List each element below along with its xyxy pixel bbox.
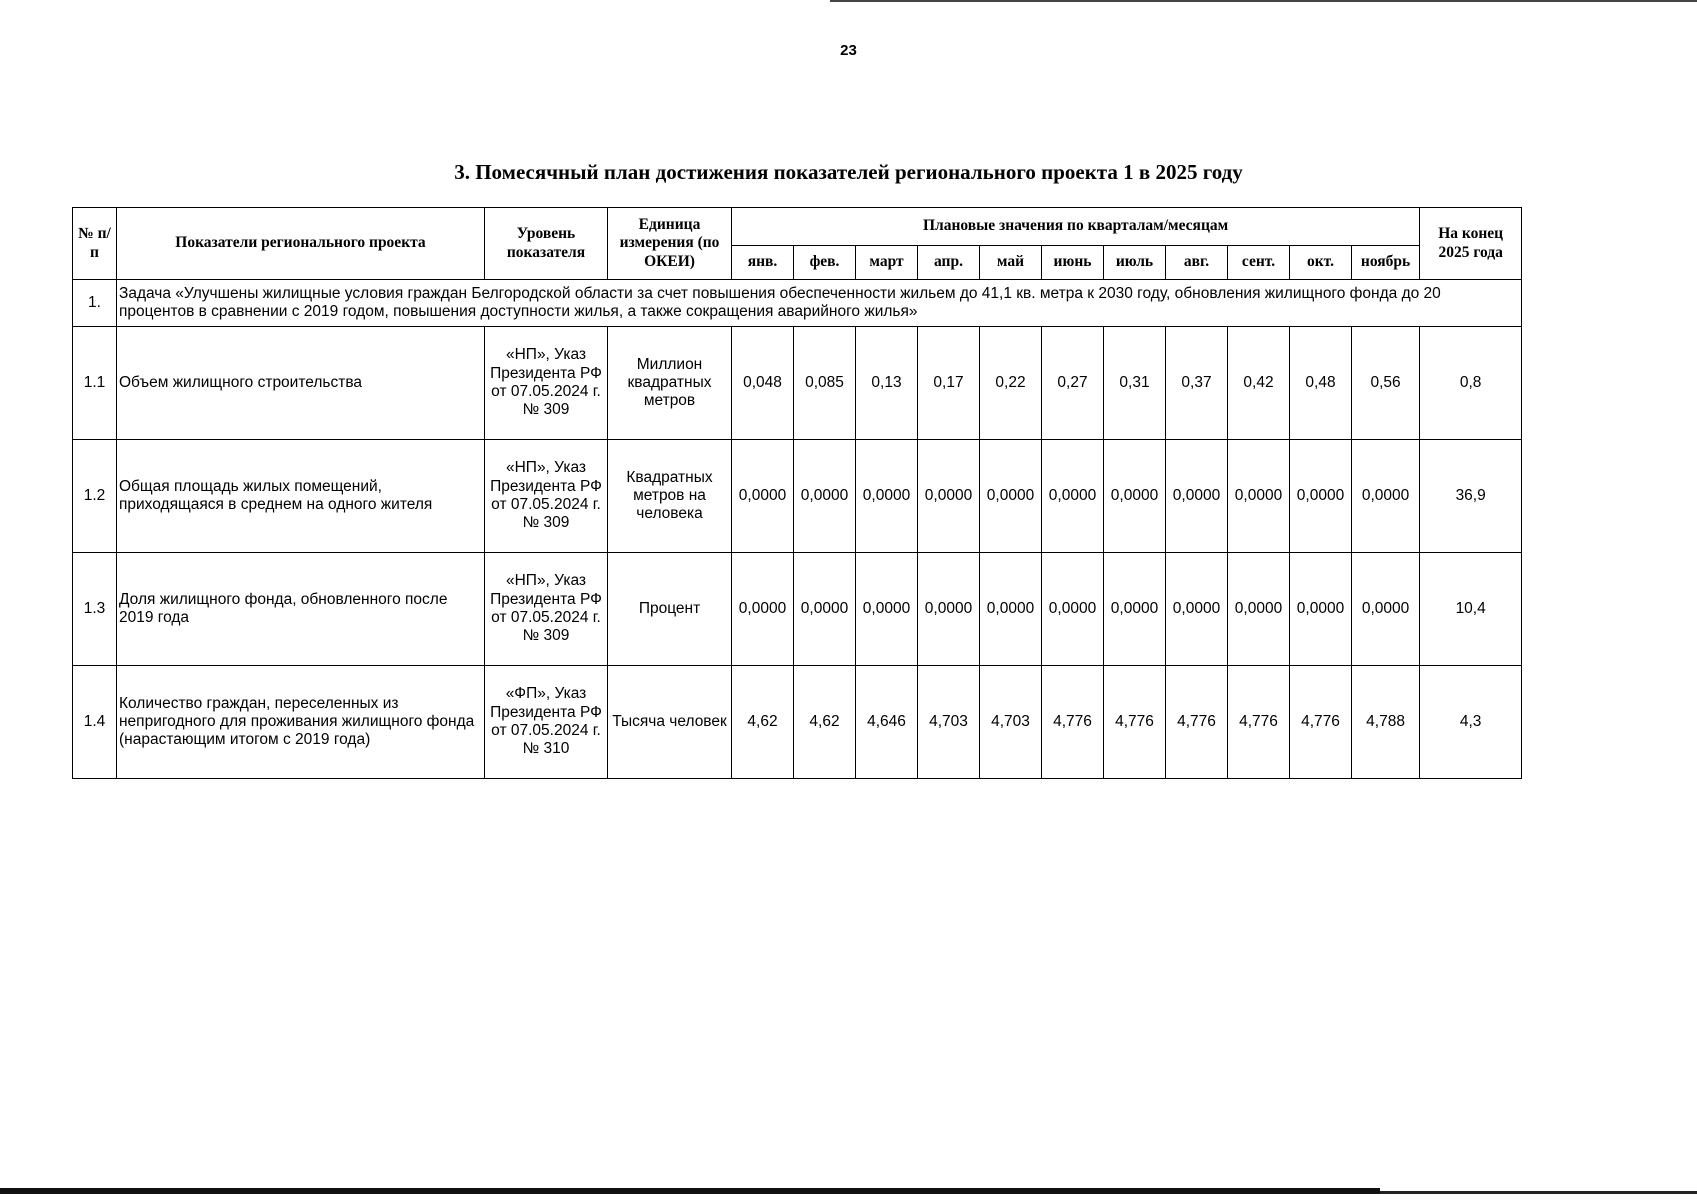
row-month-value: 0,0000	[1104, 553, 1166, 666]
row-month-value: 0,0000	[1166, 553, 1228, 666]
row-month-value: 0,0000	[918, 440, 980, 553]
row-end-value: 36,9	[1420, 440, 1522, 553]
row-month-value: 4,62	[794, 666, 856, 779]
header-month: июнь	[1042, 246, 1104, 280]
row-month-value: 0,42	[1228, 327, 1290, 440]
row-month-value: 0,0000	[980, 440, 1042, 553]
row-month-value: 0,0000	[1290, 440, 1352, 553]
row-indicator: Доля жилищного фонда, обновленного после 2019 года	[117, 553, 485, 666]
header-month: март	[856, 246, 918, 280]
row-month-value: 0,0000	[732, 440, 794, 553]
table-row	[73, 666, 1522, 779]
row-month-value: 4,703	[980, 666, 1042, 779]
top-scan-rule	[830, 0, 1697, 2]
row-num: 1.1	[73, 327, 117, 440]
row-month-value: 0,0000	[1104, 440, 1166, 553]
row-month-value: 0,48	[1290, 327, 1352, 440]
row-level: «НП», Указ Президента РФ от 07.05.2024 г. № 309	[485, 440, 608, 553]
header-end-of-year: На конец 2025 года	[1420, 208, 1522, 280]
bottom-scan-rule	[0, 1188, 1380, 1194]
row-unit: Квадратных метров на человека	[608, 440, 732, 553]
row-month-value: 0,27	[1042, 327, 1104, 440]
row-level: «НП», Указ Президента РФ от 07.05.2024 г. № 309	[485, 327, 608, 440]
row-num: 1.3	[73, 553, 117, 666]
row-unit: Миллион квадратных метров	[608, 327, 732, 440]
row-month-value: 0,0000	[732, 553, 794, 666]
row-end-value: 4,3	[1420, 666, 1522, 779]
row-month-value: 4,62	[732, 666, 794, 779]
row-month-value: 0,22	[980, 327, 1042, 440]
row-month-value: 0,56	[1352, 327, 1420, 440]
row-indicator: Общая площадь жилых помещений, приходящаяся в среднем на одного жителя	[117, 440, 485, 553]
row-month-value: 4,776	[1166, 666, 1228, 779]
row-month-value: 0,0000	[1228, 440, 1290, 553]
header-month: апр.	[918, 246, 980, 280]
row-month-value: 0,0000	[1042, 440, 1104, 553]
row-num: 1.2	[73, 440, 117, 553]
row-end-value: 0,8	[1420, 327, 1522, 440]
header-month: май	[980, 246, 1042, 280]
row-month-value: 0,37	[1166, 327, 1228, 440]
task-num: 1.	[73, 280, 117, 327]
bottom-scan-rule-thin	[1380, 1191, 1697, 1194]
row-month-value: 0,0000	[1290, 553, 1352, 666]
row-month-value: 4,776	[1290, 666, 1352, 779]
row-month-value: 4,776	[1228, 666, 1290, 779]
row-month-value: 0,13	[856, 327, 918, 440]
row-month-value: 4,703	[918, 666, 980, 779]
row-indicator: Объем жилищного строительства	[117, 327, 485, 440]
header-month: янв.	[732, 246, 794, 280]
header-level: Уровень показателя	[485, 208, 608, 280]
document-title: 3. Помесячный план достижения показателей регионального проекта 1 в 2025 году	[454, 160, 1243, 184]
row-indicator: Количество граждан, переселенных из непригодного для проживания жилищного фонда (нарастающим итогом с 2019 года)	[117, 666, 485, 779]
header-indicator: Показатели регионального проекта	[117, 208, 485, 280]
row-month-value: 0,0000	[1042, 553, 1104, 666]
row-month-value: 0,0000	[918, 553, 980, 666]
row-month-value: 0,17	[918, 327, 980, 440]
header-month: ноябрь	[1352, 246, 1420, 280]
row-month-value: 0,0000	[1166, 440, 1228, 553]
header-month: авг.	[1166, 246, 1228, 280]
row-month-value: 4,776	[1104, 666, 1166, 779]
row-month-value: 4,776	[1042, 666, 1104, 779]
table-row	[73, 553, 1522, 666]
table-row	[73, 440, 1522, 553]
task-text: Задача «Улучшены жилищные условия граждан Белгородской области за счет повышения обеспеченности жильем до 41,1 кв. метра к 2030 году, обновления жилищного фонда до 20 процентов в сравнении с 2019 годом, повышения доступности жилья, а также сокращения аварийного жилья»	[117, 280, 1522, 327]
header-month: фев.	[794, 246, 856, 280]
row-unit: Тысяча человек	[608, 666, 732, 779]
table-row	[73, 327, 1522, 440]
header-num: № п/п	[73, 208, 117, 280]
row-num: 1.4	[73, 666, 117, 779]
header-month: сент.	[1228, 246, 1290, 280]
row-month-value: 4,788	[1352, 666, 1420, 779]
row-level: «ФП», Указ Президента РФ от 07.05.2024 г. № 310	[485, 666, 608, 779]
row-month-value: 0,31	[1104, 327, 1166, 440]
row-month-value: 0,0000	[856, 440, 918, 553]
page-number: 23	[840, 42, 857, 59]
row-month-value: 0,0000	[794, 553, 856, 666]
header-month: окт.	[1290, 246, 1352, 280]
row-month-value: 0,0000	[980, 553, 1042, 666]
row-unit: Процент	[608, 553, 732, 666]
row-month-value: 4,646	[856, 666, 918, 779]
task-row	[73, 280, 1522, 327]
row-month-value: 0,0000	[856, 553, 918, 666]
row-month-value: 0,0000	[1352, 440, 1420, 553]
header-planned-values: Плановые значения по кварталам/месяцам	[732, 208, 1420, 246]
indicator-plan-table	[72, 207, 1522, 779]
row-end-value: 10,4	[1420, 553, 1522, 666]
row-month-value: 0,0000	[794, 440, 856, 553]
row-level: «НП», Указ Президента РФ от 07.05.2024 г. № 309	[485, 553, 608, 666]
row-month-value: 0,0000	[1352, 553, 1420, 666]
row-month-value: 0,085	[794, 327, 856, 440]
header-unit: Единица измерения (по ОКЕИ)	[608, 208, 732, 280]
row-month-value: 0,0000	[1228, 553, 1290, 666]
header-month: июль	[1104, 246, 1166, 280]
row-month-value: 0,048	[732, 327, 794, 440]
